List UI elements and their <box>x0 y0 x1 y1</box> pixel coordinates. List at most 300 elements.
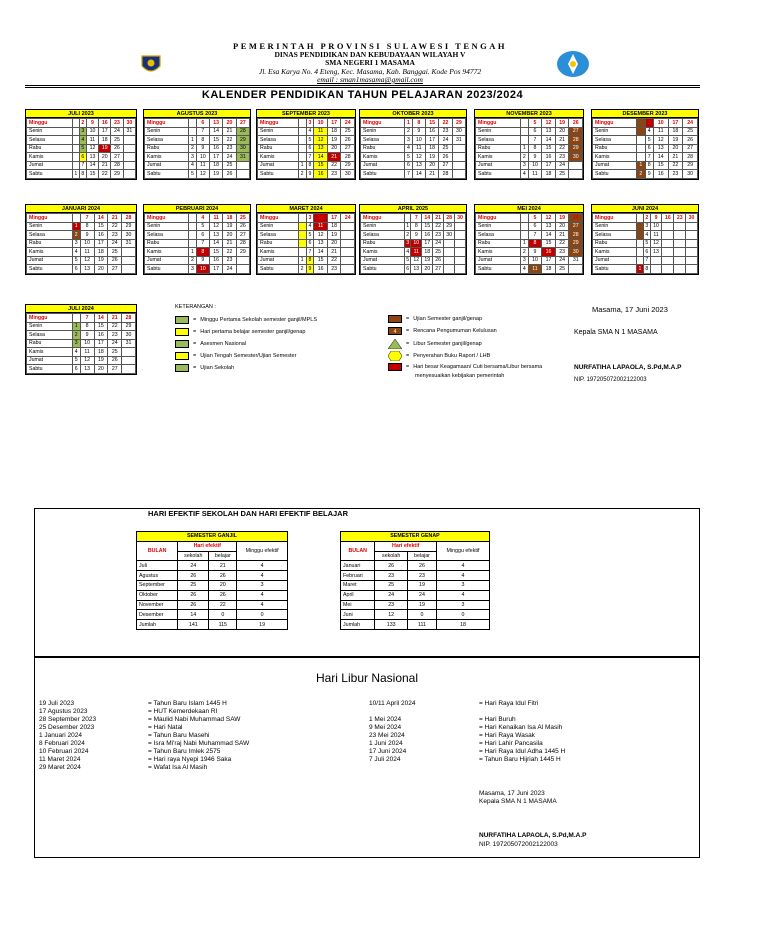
month-title: AGUSTUS 2023 <box>144 110 250 118</box>
month-block <box>25 204 137 275</box>
table-cell: 133 <box>375 620 407 630</box>
date-cell: 17 <box>210 265 223 274</box>
date-cell: 11 <box>528 170 542 179</box>
date-cell: 1 <box>189 136 197 145</box>
date-cell: 20 <box>94 265 108 274</box>
date-cell: 13 <box>411 265 422 274</box>
day-name: Rabu <box>258 239 299 248</box>
table-cell: 12 <box>375 610 407 620</box>
date-cell <box>686 248 698 257</box>
date-cell <box>72 153 79 162</box>
date-cell: 6 <box>72 365 80 374</box>
date-cell: 27 <box>108 365 122 374</box>
date-cell: 3 <box>645 223 649 230</box>
date-cell <box>341 265 355 274</box>
day-name: Sabtu <box>258 170 299 179</box>
day-name: Jumat <box>27 356 73 365</box>
month-title: APRIL 2025 <box>360 205 466 213</box>
date-cell: 8 <box>528 144 542 153</box>
holiday-date: 10/11 April 2024 <box>369 700 416 707</box>
date-cell: 19 <box>555 214 569 223</box>
day-name: Senin <box>476 222 521 231</box>
date-cell <box>674 256 686 265</box>
month-block <box>591 109 699 180</box>
date-cell <box>452 153 465 162</box>
day-name: Kamis <box>593 153 637 162</box>
table-cell: 25 <box>375 580 407 590</box>
date-cell: 1 <box>520 144 528 153</box>
date-cell: 30 <box>455 214 466 223</box>
date-cell: 22 <box>668 161 683 170</box>
date-cell: 29 <box>341 161 355 170</box>
date-cell: 12 <box>80 356 94 365</box>
date-cell: 4 <box>306 127 314 136</box>
table-cell: 14 <box>178 610 209 620</box>
date-cell <box>650 256 662 265</box>
date-cell: 6 <box>645 248 649 255</box>
date-cell <box>452 161 465 170</box>
date-cell <box>122 365 136 374</box>
date-cell: 2 <box>520 248 528 257</box>
date-cell: 30 <box>569 153 583 162</box>
date-cell <box>341 231 355 240</box>
day-name: Rabu <box>145 144 189 153</box>
table-cell: 4 <box>437 571 490 581</box>
date-cell <box>298 248 306 257</box>
date-cell: 8 <box>412 119 425 128</box>
date-cell <box>662 256 674 265</box>
day-name: Minggu <box>476 214 521 223</box>
month-block <box>474 204 584 275</box>
date-cell: 28 <box>569 136 583 145</box>
date-cell <box>674 248 686 257</box>
date-cell <box>637 119 645 128</box>
date-cell: 28 <box>569 231 583 240</box>
day-name: Sabtu <box>593 170 637 179</box>
date-cell: 22 <box>327 256 341 265</box>
day-name: Minggu <box>27 214 73 223</box>
date-cell <box>72 161 79 170</box>
month-title: JULI 2024 <box>26 305 136 313</box>
date-cell: 21 <box>433 214 444 223</box>
date-cell: 10 <box>528 256 542 265</box>
day-name: Senin <box>27 222 73 231</box>
table-cell: Mei <box>341 600 375 610</box>
table-cell: 23 <box>375 571 407 581</box>
date-cell: 31 <box>452 136 465 145</box>
date-cell: 19 <box>426 153 439 162</box>
col-header-effective: Hari efektif <box>375 541 437 551</box>
date-cell: 12 <box>412 153 425 162</box>
date-cell: 2 <box>72 331 80 340</box>
date-cell <box>444 239 455 248</box>
date-cell: 25 <box>683 127 698 136</box>
date-cell: 16 <box>210 256 223 265</box>
col-header-weeks: Minggu efektif <box>237 541 288 561</box>
day-name: Senin <box>476 127 521 136</box>
day-name: Kamis <box>361 248 405 257</box>
date-cell: 18 <box>426 144 439 153</box>
holiday-name: = Hari Raya Idul Fitri <box>479 700 539 707</box>
date-cell <box>189 222 197 231</box>
table-row <box>341 600 490 610</box>
date-cell <box>298 153 306 162</box>
date-cell: 3 <box>520 161 528 170</box>
date-cell: 24 <box>223 153 236 162</box>
legend-swatch-green <box>175 364 189 372</box>
date-cell: 1 <box>520 239 528 248</box>
date-cell: 27 <box>569 222 583 231</box>
date-cell <box>455 265 466 274</box>
table-cell: September <box>137 580 178 590</box>
date-cell: 4 <box>406 248 410 255</box>
date-cell: 28 <box>122 314 136 323</box>
holiday-entry: = Tahun Baru Imlek 2575 <box>148 748 221 755</box>
date-cell: 3 <box>306 119 314 128</box>
month-block <box>359 109 467 180</box>
day-name: Jumat <box>476 161 521 170</box>
holidays-sign-role: Kepala SMA N 1 MASAMA <box>479 798 557 805</box>
date-cell: 20 <box>223 231 236 240</box>
date-cell: 3 <box>189 153 197 162</box>
date-cell: 21 <box>426 170 439 179</box>
date-cell: 25 <box>341 127 355 136</box>
date-cell <box>298 136 306 145</box>
day-name: Minggu <box>593 119 637 128</box>
date-cell: 8 <box>528 239 542 248</box>
date-cell <box>72 136 79 145</box>
date-cell: 25 <box>111 136 123 145</box>
date-cell: 12 <box>542 119 556 128</box>
date-cell: 1 <box>189 248 197 257</box>
date-cell: 20 <box>94 365 108 374</box>
holiday-entry: 1 Mei 2024 <box>369 716 402 723</box>
date-cell <box>637 231 644 240</box>
date-cell: 23 <box>223 256 236 265</box>
date-cell <box>569 161 583 170</box>
date-cell: 30 <box>122 331 136 340</box>
date-cell: 13 <box>412 161 425 170</box>
date-cell: 8 <box>411 222 422 231</box>
day-name: Kamis <box>258 153 299 162</box>
date-cell: 10 <box>314 119 328 128</box>
date-cell: 9 <box>196 256 209 265</box>
date-cell <box>298 231 306 240</box>
date-cell: 12 <box>542 214 556 223</box>
date-cell <box>444 256 455 265</box>
holidays-title: Hari Libur Nasional <box>315 671 419 685</box>
date-cell: 16 <box>99 119 111 128</box>
date-cell: 24 <box>555 161 569 170</box>
date-cell: 7 <box>80 314 94 323</box>
date-cell: 4 <box>645 127 653 136</box>
date-cell: 14 <box>412 170 425 179</box>
col-header-effective: Hari efektif <box>178 541 237 551</box>
date-cell: 24 <box>223 265 236 274</box>
date-cell: 23 <box>674 214 686 223</box>
date-cell: 30 <box>444 231 455 240</box>
date-cell <box>637 222 644 231</box>
date-cell: 5 <box>528 119 542 128</box>
date-cell: 11 <box>314 127 328 136</box>
table-cell: November <box>137 600 178 610</box>
date-cell: 10 <box>196 153 209 162</box>
date-cell <box>236 265 249 274</box>
date-cell: 5 <box>189 170 197 179</box>
table-cell: April <box>341 590 375 600</box>
date-cell <box>455 256 466 265</box>
date-cell: 29 <box>122 222 136 231</box>
day-name: Jumat <box>145 256 189 265</box>
legend-item: Libur Semester ganjil/genap <box>413 341 482 347</box>
date-cell <box>236 161 249 170</box>
date-cell <box>520 231 528 240</box>
day-name: Jumat <box>476 256 521 265</box>
date-cell: 1 <box>72 322 80 331</box>
table-cell: 24 <box>375 590 407 600</box>
date-cell: 31 <box>122 339 136 348</box>
date-cell: 19 <box>668 136 683 145</box>
month-block <box>143 204 251 275</box>
effective-days-title: HARI EFEKTIF SEKOLAH DAN HARI EFEKTIF BELAJAR <box>148 509 349 518</box>
day-name: Minggu <box>27 119 73 128</box>
table-cell: Jumlah <box>137 620 178 630</box>
table-cell: 4 <box>237 590 288 600</box>
date-cell: 5 <box>196 222 209 231</box>
table-cell: Agustus <box>137 571 178 581</box>
date-cell: 23 <box>108 231 122 240</box>
holiday-entry: 11 Maret 2024 <box>39 756 81 763</box>
day-name: Minggu <box>258 119 299 128</box>
date-cell <box>637 214 644 223</box>
date-cell: 19 <box>223 222 236 231</box>
date-cell <box>298 119 306 128</box>
date-cell: 28 <box>111 161 123 170</box>
month-title: SEPTEMBER 2023 <box>257 110 355 118</box>
date-cell: 23 <box>327 265 341 274</box>
date-cell: 22 <box>555 144 569 153</box>
day-name: Kamis <box>145 153 189 162</box>
day-name: Selasa <box>593 231 637 240</box>
date-cell: 9 <box>650 214 662 223</box>
date-cell: 8 <box>80 322 94 331</box>
date-cell: 22 <box>433 222 444 231</box>
date-cell: 19 <box>422 256 433 265</box>
day-name: Kamis <box>361 153 405 162</box>
date-cell: 13 <box>542 222 556 231</box>
date-cell <box>637 239 644 248</box>
date-cell: 2 <box>520 153 528 162</box>
date-cell: 2 <box>298 265 306 274</box>
hexagon-icon <box>388 351 402 361</box>
table-cell: 25 <box>178 580 209 590</box>
date-cell: 13 <box>650 248 662 257</box>
date-cell <box>637 136 645 145</box>
date-cell: 29 <box>569 239 583 248</box>
date-cell: 13 <box>542 127 556 136</box>
day-name: Selasa <box>27 331 73 340</box>
legend-title: KETERANGAN : <box>175 304 216 310</box>
table-semester-ganjil <box>136 531 288 630</box>
date-cell: 30 <box>686 214 698 223</box>
date-cell: 22 <box>223 136 236 145</box>
day-name: Jumat <box>593 256 637 265</box>
date-cell: 5 <box>528 214 542 223</box>
date-cell: 31 <box>122 239 136 248</box>
date-cell: 25 <box>439 144 452 153</box>
date-cell: 30 <box>236 144 249 153</box>
date-cell: 12 <box>314 136 328 145</box>
date-cell <box>444 248 455 257</box>
holiday-entry: = Hari Natal <box>148 724 183 731</box>
day-name: Jumat <box>27 256 73 265</box>
date-cell: 7 <box>80 214 94 223</box>
day-name: Rabu <box>27 339 73 348</box>
date-cell: 9 <box>86 119 98 128</box>
date-cell: 6 <box>196 119 209 128</box>
date-cell: 2 <box>406 231 410 238</box>
table-cell: 0 <box>237 610 288 620</box>
holidays-left-names <box>148 700 249 772</box>
date-cell: 29 <box>122 322 136 331</box>
table-semester-genap <box>340 531 490 630</box>
date-cell: 2 <box>298 170 306 179</box>
date-cell: 10 <box>411 239 422 248</box>
sign-name: NURFATIHA LAPAOLA, S.Pd,M.A.P <box>574 364 682 371</box>
holiday-entry: 17 Juni 2024 <box>369 748 407 755</box>
table-cell: 0 <box>407 610 436 620</box>
date-cell: 14 <box>542 231 556 240</box>
date-cell <box>569 170 583 179</box>
holiday-entry: = HUT Kemerdekaan RI <box>148 708 218 715</box>
table-cell: 0 <box>209 610 237 620</box>
date-cell: 17 <box>422 239 433 248</box>
date-cell <box>123 161 135 170</box>
date-cell: 20 <box>327 144 341 153</box>
date-cell <box>189 239 197 248</box>
holiday-entry: = Hari Lahir Pancasila <box>479 740 543 747</box>
day-name: Jumat <box>258 161 299 170</box>
date-cell <box>298 222 306 231</box>
date-cell: 20 <box>99 153 111 162</box>
date-cell: 2 <box>189 144 197 153</box>
table-row <box>341 580 490 590</box>
table-row <box>341 610 490 620</box>
legend-item: Minggu Pertama Sekolah semester ganjil/MPLS <box>200 317 317 323</box>
date-cell <box>122 348 136 357</box>
date-cell: 15 <box>314 256 328 265</box>
day-name: Senin <box>361 222 405 231</box>
date-cell <box>298 214 306 223</box>
date-cell <box>686 265 698 274</box>
date-cell <box>686 239 698 248</box>
table-cell: 26 <box>375 561 407 571</box>
date-cell: 4 <box>72 248 80 257</box>
holidays-sign-name: NURFATIHA LAPAOLA, S.Pd,M.A.P <box>479 832 587 839</box>
table-cell: 23 <box>407 571 436 581</box>
date-cell: 3 <box>79 127 86 136</box>
date-cell: 24 <box>555 256 569 265</box>
date-cell: 26 <box>108 356 122 365</box>
date-cell: 21 <box>108 214 122 223</box>
month-block <box>25 304 137 375</box>
date-cell: 11 <box>196 161 209 170</box>
day-name: Senin <box>593 222 637 231</box>
legend-2: = Ujian Semester ganjil/genap 4 = Rencana Pengumuman Kelulusan = Libur Semester ganjil/genap = Penyerahan Buku Raport / LHB = Hari besar Keagamaan/ Cuti bersama/Libur bersama menyesuaikan kebijakan pemerintah <box>388 315 568 390</box>
month-title: MARET 2024 <box>257 205 355 213</box>
holiday-entry: 25 Desember 2023 <box>39 724 95 731</box>
month-block <box>143 109 251 180</box>
date-cell: 28 <box>444 214 455 223</box>
date-cell: 21 <box>223 239 236 248</box>
date-cell: 2 <box>405 127 413 136</box>
table-row <box>137 571 288 581</box>
date-cell: 28 <box>683 153 698 162</box>
table-cell: 3 <box>437 580 490 590</box>
date-cell: 11 <box>314 222 328 231</box>
date-cell: 9 <box>528 153 542 162</box>
date-cell <box>637 153 645 162</box>
date-cell: 12 <box>650 239 662 248</box>
date-cell <box>341 239 355 248</box>
date-cell: 8 <box>80 222 94 231</box>
col-header-month: BULAN <box>341 541 375 561</box>
date-cell <box>686 256 698 265</box>
date-cell: 1 <box>72 170 79 179</box>
date-cell: 4 <box>306 222 314 231</box>
date-cell: 22 <box>439 119 452 128</box>
date-cell: 1 <box>72 222 80 231</box>
date-cell: 17 <box>210 153 223 162</box>
legend-swatch-green <box>175 316 189 324</box>
date-cell: 17 <box>426 136 439 145</box>
date-cell: 7 <box>306 248 314 257</box>
holiday-entry: = Hari Buruh <box>479 716 516 723</box>
date-cell: 19 <box>94 356 108 365</box>
day-name: Minggu <box>258 214 299 223</box>
month-block <box>591 204 699 275</box>
date-cell: 18 <box>94 348 108 357</box>
date-cell <box>122 248 136 257</box>
date-cell: 29 <box>683 161 698 170</box>
date-cell: 23 <box>555 248 569 257</box>
date-cell: 14 <box>210 239 223 248</box>
table-cell: Januari <box>341 561 375 571</box>
date-cell: 20 <box>327 239 341 248</box>
date-cell: 14 <box>94 214 108 223</box>
date-cell <box>674 239 686 248</box>
holidays-sign-nip: NIP. 197205072002122003 <box>479 841 558 848</box>
letterhead <box>140 42 600 85</box>
date-cell: 10 <box>80 239 94 248</box>
date-cell: 5 <box>406 257 410 264</box>
holiday-entry: = Hari raya Nyepi 1946 Saka <box>148 756 232 763</box>
date-cell: 23 <box>668 170 683 179</box>
date-cell: 13 <box>80 365 94 374</box>
date-cell <box>637 248 644 257</box>
date-cell: 2 <box>189 256 197 265</box>
date-cell <box>686 231 698 240</box>
day-name: Kamis <box>476 248 521 257</box>
day-name: Rabu <box>361 239 405 248</box>
date-cell: 4 <box>520 265 528 274</box>
legend: KETERANGAN : = Minggu Pertama Sekolah semester ganjil/MPLS = Hari pertama belajar semester ganjil/genap = Asesmen Nasional = Ujian Tengah Semester/Ujian Semester = Ujian Sekolah <box>175 304 317 371</box>
col-header-school: sekolah <box>178 551 209 561</box>
date-cell: 14 <box>94 314 108 323</box>
date-cell: 26 <box>569 119 583 128</box>
day-name: Senin <box>145 222 189 231</box>
letterhead-address: Jl. Esa Karya No. 4 Eteng, Kec. Masama, Kab. Banggai. Kode Pos 94772 <box>258 66 482 76</box>
